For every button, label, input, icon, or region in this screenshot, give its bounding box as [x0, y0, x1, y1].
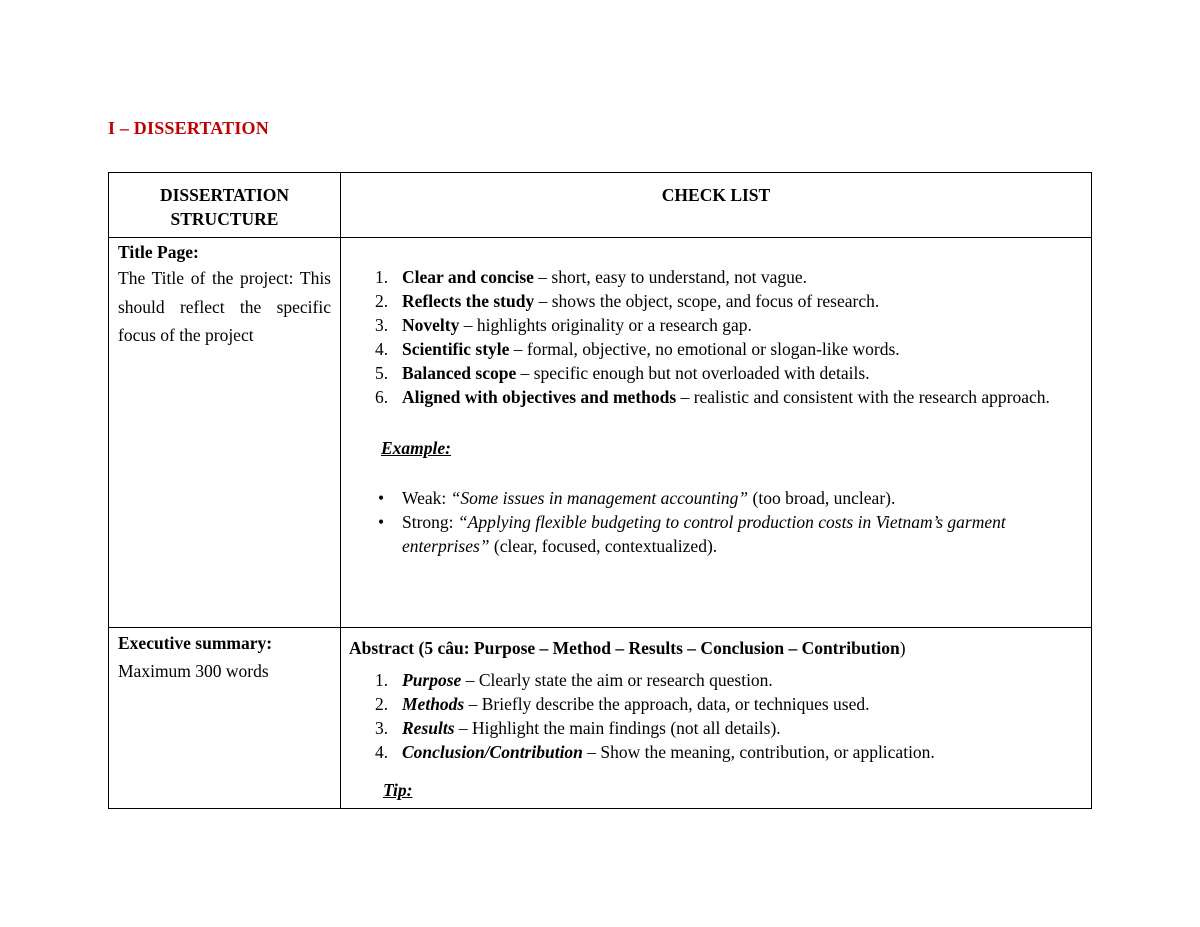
- executive-summary-label: Executive summary:: [118, 633, 273, 653]
- list-item: • Strong: “Applying flexible budgeting to control production costs in Vietnam’s garment enterprises” (clear, focused, contextualized).: [378, 512, 1006, 556]
- executive-summary-description: Maximum 300 words: [118, 661, 269, 681]
- list-item: • Weak: “Some issues in management accounting” (too broad, unclear).: [378, 488, 896, 508]
- list-item: 1. Clear and concise – short, easy to understand, not vague.: [375, 267, 808, 287]
- list-item: 4. Conclusion/Contribution – Show the meaning, contribution, or application.: [375, 742, 935, 762]
- table-header-row: [109, 173, 1092, 238]
- title-page-checklist: [375, 265, 1079, 409]
- section-title: I – DISSERTATION: [108, 118, 269, 138]
- table-row-executive-summary: [109, 628, 1092, 809]
- list-item: 3. Novelty – highlights originality or a research gap.: [375, 315, 752, 335]
- list-item: 2. Methods – Briefly describe the approach, data, or techniques used.: [375, 694, 870, 714]
- header-checklist: CHECK LIST: [341, 173, 1092, 238]
- executive-summary-cell: [109, 628, 341, 809]
- header-structure: DISSERTATION STRUCTURE: [109, 173, 341, 238]
- list-item: 1. Purpose – Clearly state the aim or research question.: [375, 670, 773, 690]
- dissertation-checklist-table: [108, 172, 1092, 809]
- title-page-label: Title Page:: [118, 242, 199, 262]
- table-row-title-page: [109, 238, 1092, 628]
- abstract-checklist: [349, 668, 1079, 764]
- executive-summary-checklist-cell: [341, 628, 1092, 809]
- title-page-description: The Title of the project: This should reflect the specific focus of the project: [118, 268, 331, 345]
- tip-heading: Tip:: [383, 780, 413, 800]
- example-heading: Example:: [381, 438, 451, 458]
- list-item: 3. Results – Highlight the main findings (not all details).: [375, 718, 781, 738]
- list-item: 4. Scientific style – formal, objective, no emotional or slogan-like words.: [375, 339, 900, 359]
- list-item: 5. Balanced scope – specific enough but not overloaded with details.: [375, 363, 870, 383]
- abstract-title: Abstract (5 câu: Purpose – Method – Results – Conclusion – Contribution): [349, 638, 906, 658]
- list-item: 2. Reflects the study – shows the object, scope, and focus of research.: [375, 291, 880, 311]
- title-page-checklist-cell: [341, 238, 1092, 628]
- title-page-cell: [109, 238, 341, 628]
- example-list: [375, 486, 1079, 558]
- list-item: 6. Aligned with objectives and methods – realistic and consistent with the research approach.: [375, 387, 1050, 407]
